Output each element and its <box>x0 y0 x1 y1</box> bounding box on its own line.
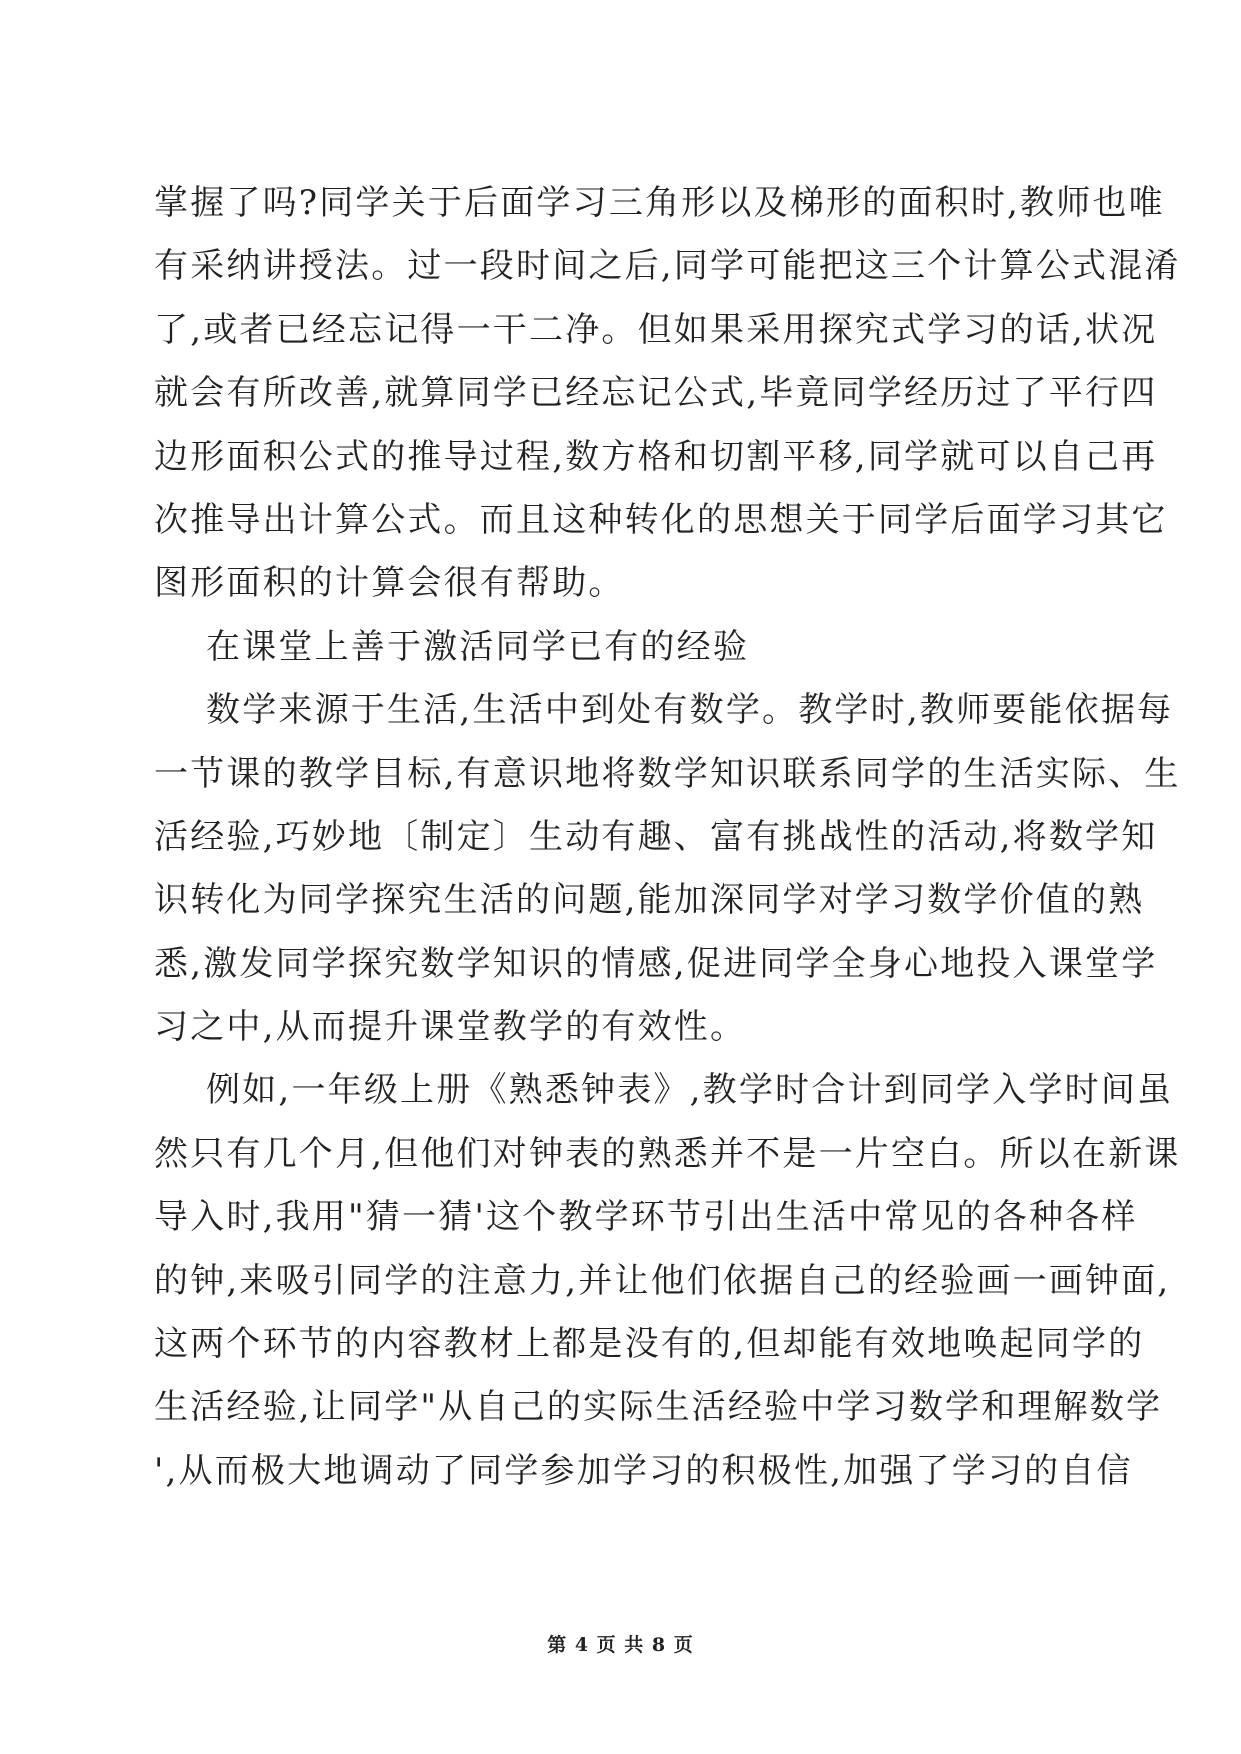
paragraph-line: 这两个环节的内容教材上都是没有的,但却能有效地唤起同学的 <box>154 1324 1145 1365</box>
paragraph-line: 数学来源于生活,生活中到处有数学。教学时,教师要能依据每 <box>154 690 1174 731</box>
paragraph-line: 边形面积公式的推导过程,数方格和切割平移,同学就可以自己再 <box>154 436 1158 477</box>
paragraph-line: 活经验,巧妙地〔制定〕生动有趣、富有挑战性的活动,将数学知 <box>154 816 1158 857</box>
paragraph-line: 生活经验,让同学"从自己的实际生活经验中学习数学和理解数学 <box>154 1387 1163 1428</box>
paragraph-line: 习之中,从而提升课堂教学的有效性。 <box>154 1007 747 1048</box>
paragraph-line: 导入时,我用"猜一猜'这个教学环节引出生活中常见的各种各样 <box>154 1197 1138 1238</box>
paragraph-line: 然只有几个月,但他们对钟表的熟悉并不是一片空白。所以在新课 <box>154 1133 1181 1174</box>
paragraph-line: 一节课的教学目标,有意识地将数学知识联系同学的生活实际、生 <box>154 753 1181 794</box>
paragraph-line: 识转化为同学探究生活的问题,能加深同学对学习数学价值的熟 <box>154 880 1145 921</box>
paragraph-line: ',从而极大地调动了同学参加学习的积极性,加强了学习的自信 <box>154 1450 1133 1491</box>
page-number-footer: 第 4 页 共 8 页 <box>547 1634 694 1656</box>
paragraph-line: 就会有所改善,就算同学已经忘记公式,毕竟同学经历过了平行四 <box>154 373 1158 414</box>
paragraph-line: 例如,一年级上册《熟悉钟表》,教学时合计到同学入学时间虽 <box>154 1070 1174 1111</box>
section-heading: 在课堂上善于激活同学已有的经验 <box>154 626 750 667</box>
paragraph-line: 悉,激发同学探究数学知识的情感,促进同学全身心地投入课堂学 <box>154 943 1158 984</box>
paragraph-line: 有采纳讲授法。过一段时间之后,同学可能把这三个计算公式混淆 <box>154 246 1181 287</box>
paragraph-line: 图形面积的计算会很有帮助。 <box>154 563 625 604</box>
paragraph-line: 了,或者已经忘记得一干二净。但如果采用探究式学习的话,状况 <box>154 309 1158 350</box>
paragraph-line: 的钟,来吸引同学的注意力,并让他们依据自己的经验画一画钟面, <box>154 1260 1171 1301</box>
document-body <box>154 172 1181 1503</box>
paragraph-line: 掌握了吗?同学关于后面学习三角形以及梯形的面积时,教师也唯 <box>154 183 1165 223</box>
paragraph-line: 次推导出计算公式。而且这种转化的思想关于同学后面学习其它 <box>154 499 1168 540</box>
